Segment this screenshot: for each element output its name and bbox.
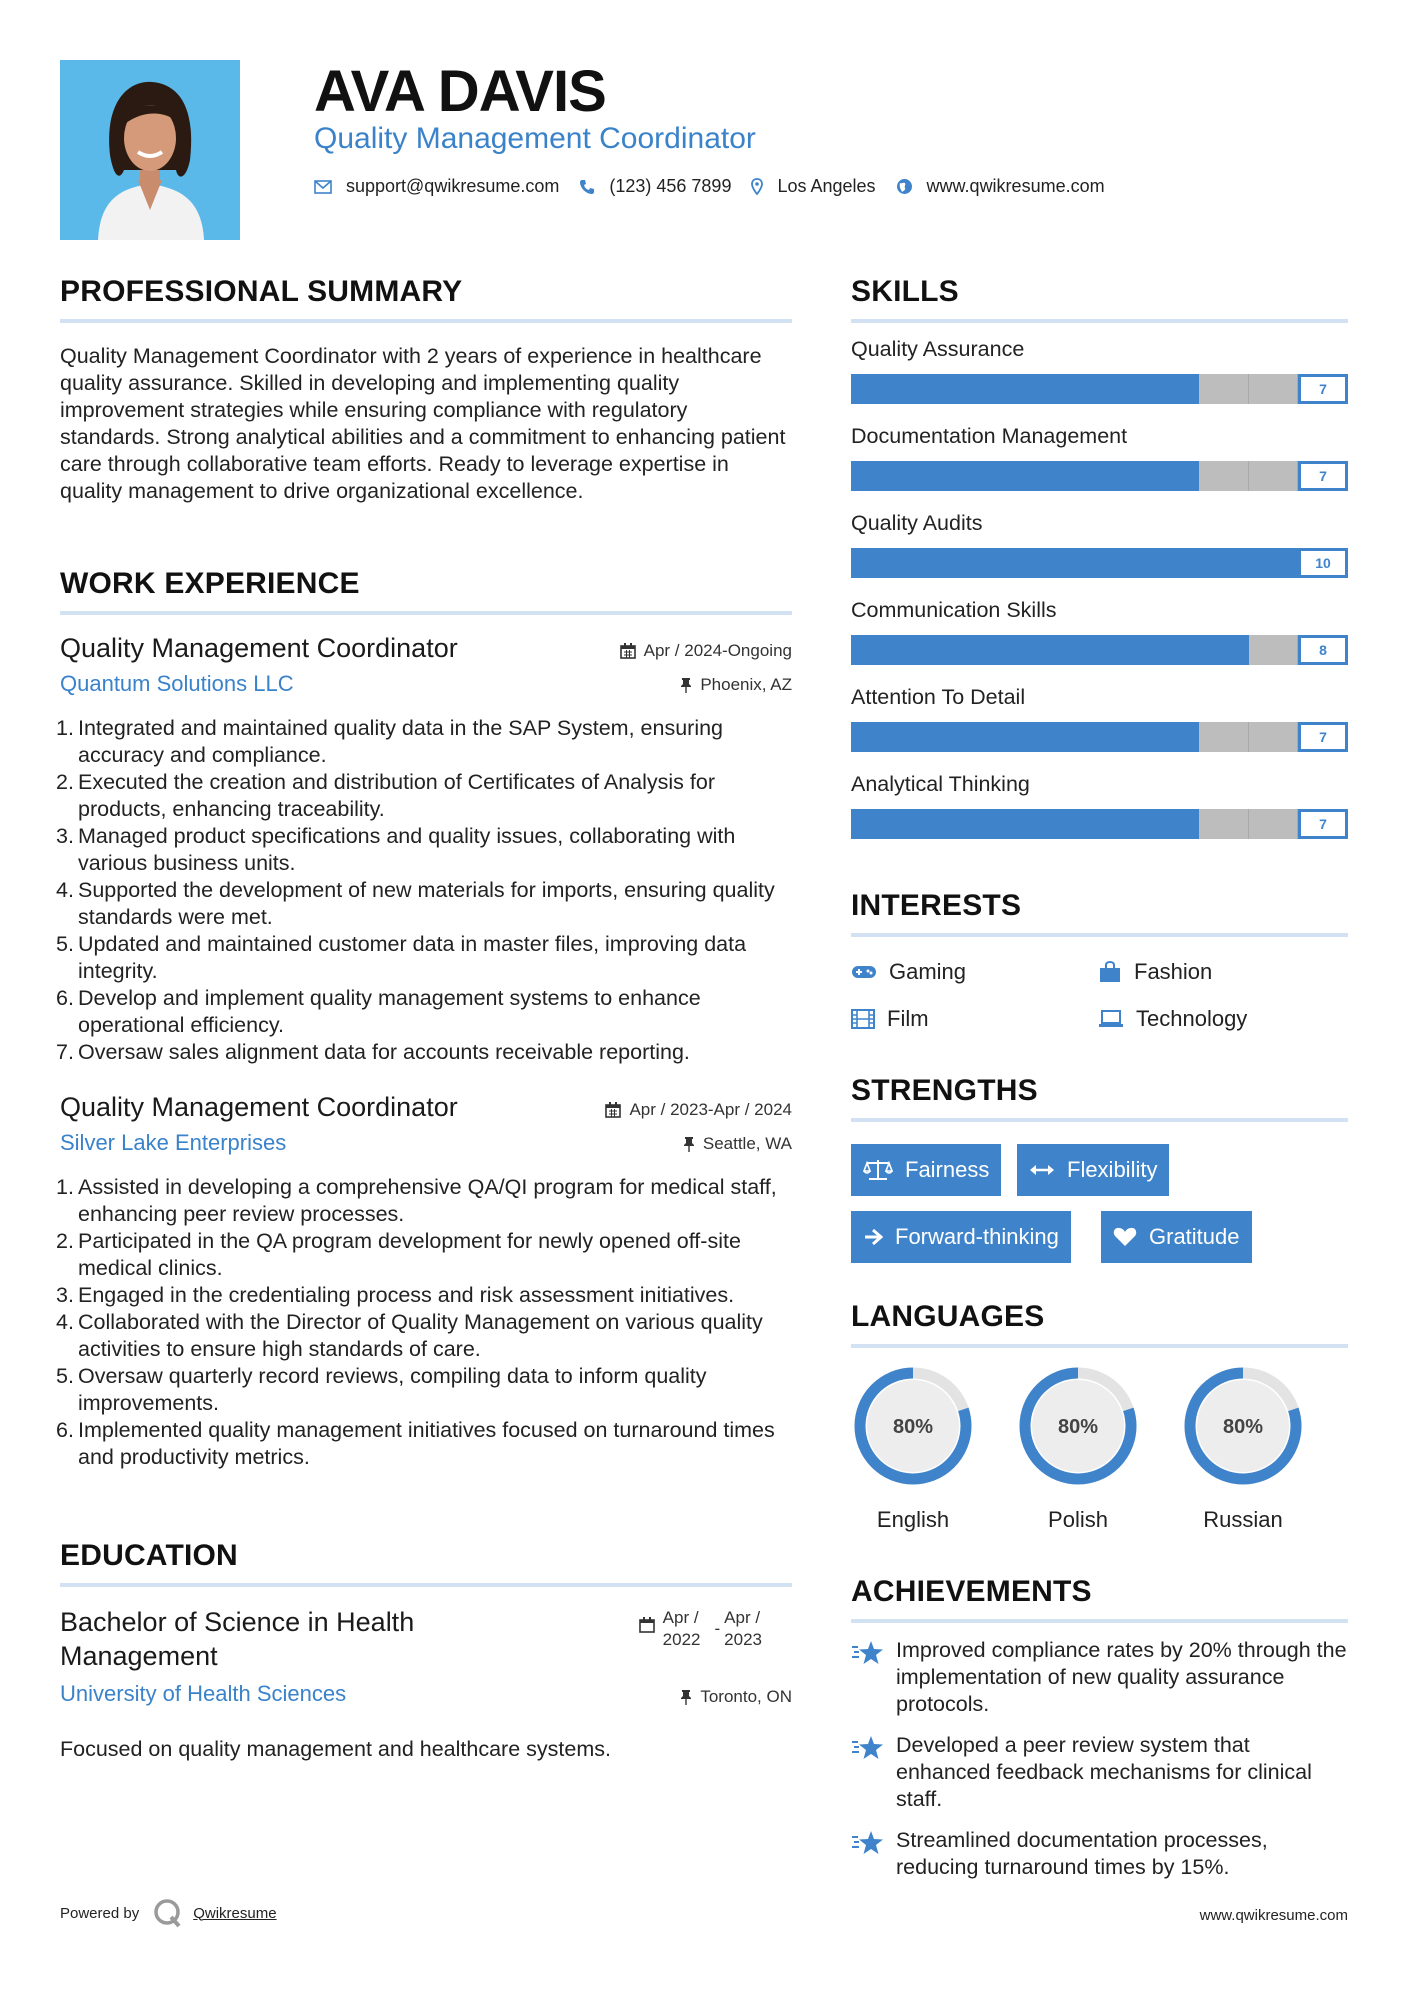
phone-icon <box>579 179 595 195</box>
section-divider <box>851 1344 1348 1348</box>
language-ring <box>851 1364 975 1488</box>
skill-segment <box>901 722 951 752</box>
strength-tag: Fairness <box>851 1144 1001 1196</box>
skill-item <box>851 685 1348 752</box>
interests-list <box>851 951 1348 1051</box>
contact-bar <box>314 176 1125 197</box>
job-dates <box>605 1100 792 1120</box>
education-section <box>60 1539 792 1762</box>
education-start-month: Apr / <box>662 1608 699 1627</box>
star-icon <box>851 1639 885 1667</box>
skill-segment <box>1100 722 1150 752</box>
list-item: 6. Develop and implement quality management systems to enhance operational efficiency. <box>56 986 701 1037</box>
candidate-title: Quality Management Coordinator <box>314 122 756 155</box>
education-dates <box>639 1607 762 1651</box>
strength-tag: Gratitude <box>1101 1211 1252 1263</box>
education-end-year: 2023 <box>724 1630 762 1649</box>
skill-segment <box>950 374 1000 404</box>
job-dates-text: Apr / 2023-Apr / 2024 <box>629 1100 792 1119</box>
skill-segment <box>1149 374 1199 404</box>
pushpin-icon <box>680 677 692 693</box>
skill-segment <box>950 548 1000 578</box>
contact-email-text: support@qwikresume.com <box>346 176 560 196</box>
qwikresume-logo-icon <box>153 1898 183 1928</box>
section-divider <box>851 933 1348 937</box>
achievement-item: Improved compliance rates by 20% through the implementation of new quality assurance protocols. <box>851 1637 1348 1718</box>
skill-level-badge: 7 <box>1298 722 1348 752</box>
contact-phone-text: (123) 456 7899 <box>609 176 732 196</box>
languages-list <box>851 1364 1348 1534</box>
education-heading: EDUCATION <box>60 1539 238 1572</box>
skill-segment <box>901 809 951 839</box>
skill-name: Attention To Detail <box>851 685 1026 709</box>
job-company: Silver Lake Enterprises <box>60 1130 287 1155</box>
job-entry <box>56 633 792 1066</box>
section-divider <box>60 611 792 615</box>
skill-name: Analytical Thinking <box>851 772 1030 796</box>
arrow-right-icon <box>863 1228 883 1246</box>
skill-segment <box>1199 548 1249 578</box>
list-item: 1. Integrated and maintained quality data in the SAP System, ensuring accuracy and compliance. <box>56 716 724 767</box>
list-item: 3. Engaged in the credentialing process and risk assessment initiatives. <box>56 1283 735 1307</box>
film-icon <box>851 1009 875 1029</box>
footer-brand-link[interactable]: Qwikresume <box>193 1904 277 1922</box>
education-location <box>680 1687 792 1707</box>
skill-segment <box>1149 722 1199 752</box>
skill-segment <box>1050 461 1100 491</box>
skill-segment <box>851 461 901 491</box>
skill-bar <box>851 722 1348 752</box>
achievement-item: Streamlined documentation processes, reducing turnaround times by 15%. <box>851 1827 1348 1881</box>
contact-location <box>751 176 875 197</box>
skill-segment <box>1199 635 1249 665</box>
skill-segment <box>1100 635 1150 665</box>
footer-url[interactable]: www.qwikresume.com <box>1199 1907 1348 1924</box>
skill-segment <box>1000 635 1050 665</box>
list-item: 4. Supported the development of new materials for imports, ensuring quality standards were met. <box>56 878 775 929</box>
list-item: 4. Collaborated with the Director of Quality Management on various quality activities to ensure high standards of care. <box>56 1310 763 1361</box>
experience-heading: WORK EXPERIENCE <box>60 567 360 600</box>
language-name: Polish <box>1048 1507 1108 1532</box>
laptop-icon <box>1098 1010 1124 1028</box>
experience-section <box>56 567 792 1471</box>
skill-segment <box>1100 461 1150 491</box>
section-divider <box>851 319 1348 323</box>
skill-segment <box>1050 809 1100 839</box>
skill-level-badge: 7 <box>1298 461 1348 491</box>
candidate-name: AVA DAVIS <box>314 59 606 124</box>
skill-bar <box>851 374 1348 404</box>
languages-section <box>851 1300 1348 1534</box>
skill-item <box>851 772 1348 839</box>
skill-item <box>851 511 1348 578</box>
skill-segment <box>1149 635 1199 665</box>
skill-segment <box>1149 809 1199 839</box>
skill-segment <box>851 635 901 665</box>
skill-segment <box>1000 461 1050 491</box>
education-start-year: 2022 <box>662 1630 701 1649</box>
job-bullets <box>56 1174 792 1471</box>
skill-bar <box>851 461 1348 491</box>
envelope-icon <box>314 180 332 194</box>
skill-segment <box>1100 374 1150 404</box>
strengths-section <box>851 1074 1348 1264</box>
section-divider <box>60 319 792 323</box>
skill-segment <box>901 635 951 665</box>
skill-segment <box>1000 722 1050 752</box>
language-name: Russian <box>1203 1507 1283 1532</box>
contact-website-text: www.qwikresume.com <box>926 176 1105 196</box>
job-location <box>680 675 792 695</box>
skill-segment <box>1249 374 1299 404</box>
pushpin-icon <box>683 1136 695 1152</box>
achievement-item: Developed a peer review system that enhanced feedback mechanisms for clinical staff. <box>851 1732 1348 1813</box>
skill-segment <box>851 374 901 404</box>
skill-name: Quality Audits <box>851 511 983 535</box>
skill-segment <box>851 548 901 578</box>
languages-heading: LANGUAGES <box>851 1300 1045 1333</box>
skill-segment <box>851 809 901 839</box>
job-bullets <box>56 715 792 1066</box>
skill-segment <box>1000 374 1050 404</box>
skill-segment <box>950 635 1000 665</box>
list-item: 2. Executed the creation and distribution of Certificates of Analysis for products, enhancing traceability. <box>56 770 715 821</box>
interest-item: Film <box>851 1006 929 1032</box>
strengths-list <box>851 1144 1348 1264</box>
skill-bar <box>851 548 1348 578</box>
skill-segment <box>851 722 901 752</box>
skill-level-badge: 10 <box>1298 548 1348 578</box>
summary-section <box>60 275 792 505</box>
education-location-text: Toronto, ON <box>700 1687 792 1706</box>
map-marker-icon <box>751 178 763 195</box>
skill-bar <box>851 635 1348 665</box>
pushpin-icon <box>680 1689 692 1705</box>
list-item: 3. Managed product specifications and quality issues, collaborating with various business units. <box>56 824 736 875</box>
skill-name: Quality Assurance <box>851 337 1025 361</box>
job-location-text: Seattle, WA <box>702 1134 792 1153</box>
list-item: 5. Updated and maintained customer data in master files, improving data integrity. <box>56 932 747 983</box>
education-end-month: Apr / <box>724 1608 761 1627</box>
achievements-list <box>851 1637 1348 1881</box>
skill-segment <box>1050 374 1100 404</box>
interests-heading: INTERESTS <box>851 889 1022 922</box>
skill-segment <box>1050 722 1100 752</box>
shopping-bag-icon <box>1098 961 1122 983</box>
interests-section <box>851 889 1348 1051</box>
skill-name: Communication Skills <box>851 598 1057 622</box>
heart-icon <box>1113 1227 1137 1247</box>
education-description: Focused on quality management and healthcare systems. <box>60 1737 611 1761</box>
skill-segment <box>1100 548 1150 578</box>
skill-segment <box>1050 548 1100 578</box>
education-school: University of Health Sciences <box>60 1681 347 1706</box>
list-item: 2. Participated in the QA program development for newly opened off-site medical clinics. <box>56 1229 741 1280</box>
job-title: Quality Management Coordinator <box>60 1092 458 1122</box>
achievements-section <box>851 1575 1348 1881</box>
balance-scale-icon <box>863 1159 893 1181</box>
calendar-icon <box>639 1617 655 1633</box>
skill-segment <box>1100 809 1150 839</box>
contact-email[interactable] <box>314 176 559 197</box>
list-item: 6. Implemented quality management initiatives focused on turnaround times and productivity metrics. <box>56 1418 775 1469</box>
skill-segment <box>1000 548 1050 578</box>
language-item <box>851 1364 975 1533</box>
section-divider <box>851 1118 1348 1122</box>
contact-website[interactable] <box>896 176 1105 197</box>
skills-heading: SKILLS <box>851 275 959 308</box>
calendar-icon <box>605 1102 621 1118</box>
summary-heading: PROFESSIONAL SUMMARY <box>60 275 463 308</box>
skill-level-badge: 8 <box>1298 635 1348 665</box>
skill-segment <box>1199 374 1249 404</box>
strength-tag: Flexibility <box>1017 1144 1169 1196</box>
job-dates-text: Apr / 2024-Ongoing <box>643 641 792 660</box>
skill-segment <box>950 809 1000 839</box>
skill-segment <box>1249 809 1299 839</box>
strength-tag: Forward-thinking <box>851 1211 1071 1263</box>
language-percent: 80% <box>1057 1416 1099 1438</box>
language-ring <box>1181 1364 1305 1488</box>
education-degree: Bachelor of Science in Health Management <box>60 1607 415 1671</box>
language-item <box>1016 1364 1140 1533</box>
skill-segment <box>1199 461 1249 491</box>
contact-location-text: Los Angeles <box>777 176 876 196</box>
language-name: English <box>876 1507 950 1532</box>
job-company: Quantum Solutions LLC <box>60 671 294 696</box>
list-item: 5. Oversaw quarterly record reviews, compiling data to inform quality improvements. <box>56 1364 707 1415</box>
language-ring <box>1016 1364 1140 1488</box>
strengths-heading: STRENGTHS <box>851 1074 1038 1107</box>
job-location-text: Phoenix, AZ <box>700 675 792 694</box>
section-divider <box>851 1619 1348 1623</box>
section-divider <box>60 1583 792 1587</box>
job-entry <box>56 1092 792 1471</box>
skill-segment <box>901 374 951 404</box>
skill-segment <box>1199 809 1249 839</box>
footer-powered-by <box>60 1898 277 1928</box>
achievements-heading: ACHIEVEMENTS <box>851 1575 1092 1608</box>
skill-item <box>851 337 1348 404</box>
contact-phone[interactable] <box>579 176 731 197</box>
interest-item: Technology <box>1098 1006 1247 1032</box>
skill-name: Documentation Management <box>851 424 1128 448</box>
language-percent: 80% <box>892 1416 934 1438</box>
calendar-icon <box>620 643 636 659</box>
skill-level-badge: 7 <box>1298 809 1348 839</box>
skills-section <box>851 275 1348 839</box>
interest-item: Fashion <box>1098 959 1212 985</box>
skill-item <box>851 598 1348 665</box>
language-item <box>1181 1364 1305 1533</box>
job-dates <box>620 641 792 661</box>
job-title: Quality Management Coordinator <box>60 633 458 663</box>
skill-segment <box>1249 548 1299 578</box>
summary-text: Quality Management Coordinator with 2 years of experience in healthcare quality assurance. Skilled in developing and implementing quality improvement strategies while ensuring compliance with regulatory standards. Strong analytical abilities and a commitment to enhancing patient care through collaborative team efforts. Ready to leverage expertise in quality management to drive organizational excellence. <box>60 344 786 503</box>
job-location <box>683 1134 792 1154</box>
skill-segment <box>1050 635 1100 665</box>
language-percent: 80% <box>1222 1416 1264 1438</box>
star-icon <box>851 1734 885 1762</box>
skill-segment <box>901 548 951 578</box>
skills-list <box>851 337 1348 839</box>
skill-segment <box>950 461 1000 491</box>
interest-item: Gaming <box>851 959 966 985</box>
date-separator: - <box>714 1619 721 1638</box>
skill-segment <box>1149 548 1199 578</box>
skill-item <box>851 424 1348 491</box>
skill-segment <box>950 722 1000 752</box>
skill-segment <box>901 461 951 491</box>
skill-segment <box>1149 461 1199 491</box>
list-item: 7. Oversaw sales alignment data for accounts receivable reporting. <box>56 1040 690 1064</box>
skill-segment <box>1199 722 1249 752</box>
skill-level-badge: 7 <box>1298 374 1348 404</box>
star-icon <box>851 1829 885 1857</box>
skill-segment <box>1000 809 1050 839</box>
powered-by-text: Powered by <box>60 1904 140 1922</box>
skill-segment <box>1249 461 1299 491</box>
arrows-horizontal-icon <box>1029 1163 1055 1177</box>
skill-segment <box>1249 722 1299 752</box>
list-item: 1. Assisted in developing a comprehensive QA/QI program for medical staff, enhancing peer review processes. <box>56 1175 777 1226</box>
gamepad-icon <box>851 963 877 981</box>
skill-segment <box>1249 635 1299 665</box>
profile-photo <box>60 60 240 240</box>
globe-icon <box>896 178 913 195</box>
skill-bar <box>851 809 1348 839</box>
